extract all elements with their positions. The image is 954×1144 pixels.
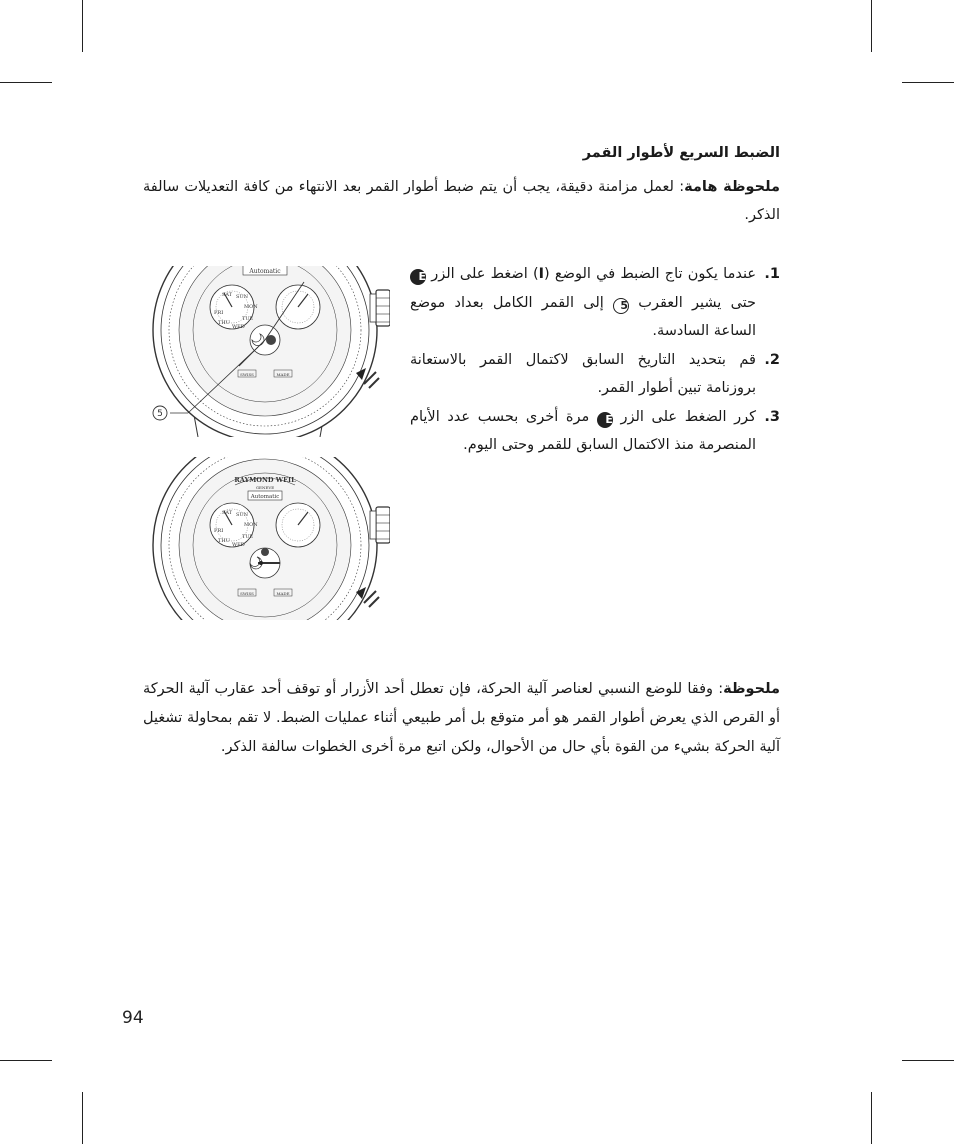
step-text: إلى القمر الكامل بعداد موضع الساعة السادسة. [410, 294, 756, 339]
day-label: FRI [214, 528, 224, 534]
watch-sub-brand: Automatic [250, 494, 280, 500]
adjustment-note [143, 675, 780, 762]
day-label: SAT [222, 510, 233, 516]
made-label: MADE [276, 372, 290, 377]
crop-mark [902, 1060, 954, 1061]
callout-5: 5 [157, 409, 163, 419]
day-label: THU [218, 538, 230, 544]
day-label: WED [232, 542, 245, 548]
step-number: 1. [764, 266, 780, 282]
watch-brand: Automatic [249, 268, 281, 275]
step-2 [410, 346, 780, 403]
step-number: 3. [764, 408, 780, 425]
step-text: حتى يشير العقرب [629, 294, 757, 311]
note-label: ملحوظة [723, 681, 780, 697]
step-3 [410, 403, 780, 460]
button-e-icon: E [410, 269, 426, 285]
button-e-icon: E [597, 412, 613, 428]
crop-mark [82, 0, 83, 52]
note-text: : وفقا للوضع النسبي لعناصر آلية الحركة، فإن تعطل أحد الأزرار أو توقف أحد عقارب آلية الحركة أو القرص الذي يعرض أطوار القمر هو أمر متوقع بل أمر طبيعي أثناء عمليات الضبط. لا تقم بمحاولة تشغيل آلية الحركة بشيء من القوة بأي حال من الأحوال، ولكن اتبع مرة أخرى الخطوات سالفة الذكر. [143, 681, 780, 755]
note-label: ملحوظة هامة [684, 179, 780, 195]
steps-list [410, 260, 780, 460]
crop-mark [871, 0, 872, 52]
crop-mark [0, 82, 52, 83]
day-label: SAT [222, 292, 233, 298]
step-text: عندما يكون تاج الضبط في الوضع ( [544, 266, 756, 282]
step-text: ) اضغط على الزر [426, 266, 539, 282]
page-number: 94 [122, 1008, 144, 1028]
step-text: قم بتحديد التاريخ السابق لاكتمال القمر بالاستعانة بروزنامة تبين أطوار القمر. [410, 351, 756, 396]
day-label: MON [244, 304, 258, 310]
day-label: THU [218, 320, 230, 326]
crown-position: I [538, 266, 545, 282]
watch-brand: RAYMOND WEIL [234, 476, 296, 484]
crop-mark [871, 1092, 872, 1144]
section-title: الضبط السريع لأطوار القمر [582, 145, 780, 161]
important-note [143, 173, 780, 229]
day-label: SUN [236, 512, 249, 518]
watch-illustration-full-moon [140, 262, 390, 437]
day-label: WED [232, 324, 245, 330]
crop-mark [0, 1060, 52, 1061]
day-label: SUN [236, 294, 249, 300]
note-text: : لعمل مزامنة دقيقة، يجب أن يتم ضبط أطوار القمر بعد الانتهاء من كافة التعديلات سالفة الذكر. [143, 179, 780, 223]
day-label: TUE [242, 316, 254, 322]
step-1 [410, 260, 780, 346]
watch-city: GENEVE [255, 485, 275, 490]
swiss-label: SWISS [240, 372, 254, 377]
step-text: كرر الضغط على الزر [612, 408, 757, 425]
crop-mark [902, 82, 954, 83]
watch-illustration-current-phase [140, 455, 390, 620]
day-label: MON [244, 522, 258, 528]
made-label: MADE [276, 591, 290, 596]
crop-mark [82, 1092, 83, 1144]
step-number: 2. [764, 351, 780, 368]
day-label: TUE [242, 534, 254, 540]
swiss-label: SWISS [240, 591, 254, 596]
step-text: مرة أخرى بحسب عدد الأيام المنصرمة منذ الاكتمال السابق للقمر وحتى اليوم. [410, 408, 756, 453]
hand-5-icon: 5 [613, 298, 629, 314]
day-label: FRI [214, 310, 224, 316]
